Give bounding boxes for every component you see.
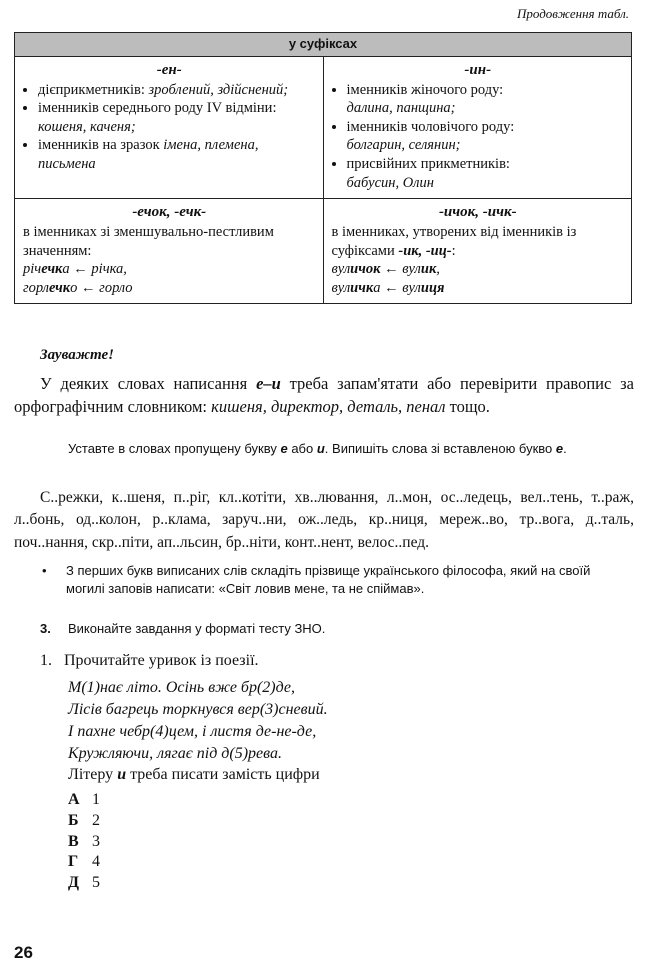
answer-option[interactable]: Б 2 — [68, 811, 100, 829]
arrow-left-icon: ← — [384, 261, 399, 278]
suffix-en-title: -ен- — [156, 61, 182, 78]
suffix-yn-title: -ин- — [464, 61, 492, 78]
continuation-label: Продовження табл. — [517, 6, 629, 21]
suffix-echok-title: -ечок, -ечк- — [132, 204, 207, 221]
poem-line: Лісів багрець торкнувся вер(3)сневий. — [68, 701, 328, 719]
answer-options — [68, 790, 100, 894]
suffix-ychok-text: в іменниках, утворених від іменників із суфіксами -ик, -иц-: — [331, 224, 577, 259]
example-row: річечка ← річка, — [23, 261, 127, 278]
list-item: • іменників на зразок імена, племена, письмена — [38, 136, 316, 173]
example-row: горлечко ← горло — [23, 279, 133, 296]
answer-option[interactable]: В 3 — [68, 832, 100, 850]
suffix-en-list — [23, 81, 316, 174]
page-number: 26 — [14, 943, 33, 962]
list-item: • присвійних прикметників: бабусин, Олин — [347, 155, 625, 192]
arrow-left-icon: ← — [384, 279, 399, 296]
list-item: • іменників середнього роду IV відміни: кошеня, каченя; — [38, 99, 316, 136]
list-item: • іменників чоловічого роду: болгарин, селянин; — [347, 118, 625, 155]
example-row: вуличка ← вулиця — [331, 279, 445, 296]
list-item: • іменників жіночого роду: далина, панщина; — [347, 81, 625, 118]
answer-option[interactable]: Д 5 — [68, 874, 100, 892]
table-cell-ychok — [323, 199, 632, 304]
note-text: У деяких словах написання е–и треба запам'ятати або перевірити правопис за орфографічним словником: кишеня, директор, деталь, пенал тощо. — [14, 374, 634, 417]
arrow-left-icon: ← — [81, 279, 96, 296]
bullet-icon: • — [42, 563, 47, 578]
words-exercise: С..режки, к..шеня, п..ріг, кл..котіти, хв..лювання, л..мон, ос..ледець, вел..тень, т..раж, л..бонь, од..колон, р..клама, заруч..ни, ож..ледь, кр..ниця, мереж..во, тр..вога, д..таль, поч..нання, скр..піти, ап..льсин, бр..ніти, конт..нент, велос..пед. — [14, 489, 634, 551]
list-item: • дієприкметників: зроблений, здійснений; — [38, 81, 316, 100]
table-header: у суфіксах — [15, 33, 632, 57]
table-cell-en — [15, 56, 324, 198]
question-1: 1. Прочитайте уривок із поезії. — [40, 652, 259, 669]
bullet-task: • З перших букв виписаних слів складіть прізвище українського філософа, який на своїй могилі заповів написати: «Світ ловив мене, та не спіймав». — [42, 563, 591, 597]
poem-line: І пахне чебр(4)цем, і листя де-не-де, — [68, 723, 317, 741]
suffix-ychok-title: -ичок, -ичк- — [438, 204, 517, 221]
suffix-table — [14, 32, 632, 304]
answer-intro: Літеру и треба писати замість цифри — [68, 766, 320, 783]
poem-line: М(1)нає літо. Осінь вже бр(2)де, — [68, 679, 296, 696]
poem-line: Кружляючи, лягає під д(5)рева. — [68, 745, 282, 763]
task-3: 3. Виконайте завдання у форматі тесту ЗНО. — [40, 621, 326, 636]
suffix-yn-list — [332, 81, 625, 192]
example-row: вуличок ← вулик, — [331, 261, 440, 278]
table-cell-echok — [15, 199, 324, 304]
task-2: Уставте в словах пропущену букву е або и. Випишіть слова зі вставленою букво е. — [68, 441, 567, 456]
answer-option[interactable]: А 1 — [68, 791, 100, 808]
table-cell-yn — [323, 56, 632, 198]
suffix-echok-text: в іменниках зі зменшувально-пестливим значенням: — [23, 224, 274, 259]
poem-excerpt — [68, 677, 328, 765]
note-title: Зауважте! — [40, 347, 114, 363]
arrow-left-icon: ← — [73, 261, 88, 278]
answer-option[interactable]: Г 4 — [68, 853, 100, 871]
